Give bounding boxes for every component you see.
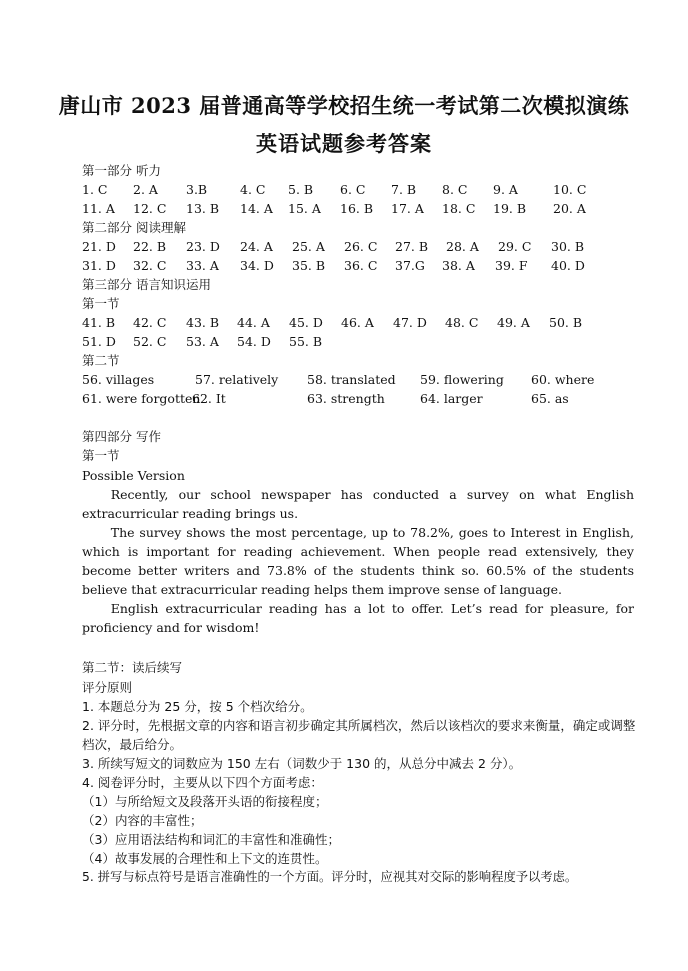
answer-item: 61. were forgotten xyxy=(82,391,201,406)
answer-item: 1. C xyxy=(82,182,108,197)
answer-item: 44. A xyxy=(237,315,270,330)
answer-item: 28. A xyxy=(446,239,479,254)
answer-item: 19. B xyxy=(493,201,527,216)
essay-paragraph-1: Recently, our school newspaper has conducted a survey on what English extracurricular reading brings us. xyxy=(82,487,634,521)
answer-item: 33. A xyxy=(186,258,219,273)
part4-section1-heading: 第一节 xyxy=(82,448,120,463)
answer-item: 17. A xyxy=(391,201,424,216)
answer-item: 48. C xyxy=(445,315,479,330)
answer-item: 31. D xyxy=(82,258,116,273)
answer-item: 63. strength xyxy=(307,391,385,406)
part2-heading: 第二部分 阅读理解 xyxy=(82,220,186,235)
answer-item: 14. A xyxy=(240,201,273,216)
answer-item: 37.G xyxy=(395,258,425,273)
answer-item: 59. flowering xyxy=(420,372,504,387)
answer-item: 56. villages xyxy=(82,372,155,387)
answer-item: 22. B xyxy=(133,239,167,254)
answer-item: 45. D xyxy=(289,315,323,330)
scoring-item: （3）应用语法结构和词汇的丰富性和准确性； xyxy=(82,832,340,847)
part4-section2-heading: 第二节：读后续写 xyxy=(82,660,183,675)
answer-item: 24. A xyxy=(240,239,273,254)
answer-item: 57. relatively xyxy=(195,372,279,387)
answer-item: 54. D xyxy=(237,334,271,349)
scoring-item: （4）故事发展的合理性和上下文的连贯性。 xyxy=(82,851,328,866)
answer-item: 29. C xyxy=(498,239,532,254)
answer-item: 65. as xyxy=(531,391,569,406)
answer-item: 39. F xyxy=(495,258,528,273)
answer-item: 36. C xyxy=(344,258,378,273)
answer-item: 5. B xyxy=(288,182,314,197)
scoring-item: 5. 拼写与标点符号是语言准确性的一个方面。评分时，应视其对交际的影响程度予以考虑。 xyxy=(82,870,578,884)
part3-heading: 第三部分 语言知识运用 xyxy=(82,277,211,292)
scoring-item: 4. 阅卷评分时，主要从以下四个方面考虑： xyxy=(82,775,323,790)
answer-item: 49. A xyxy=(497,315,530,330)
scoring-item: （2）内容的丰富性； xyxy=(82,813,203,828)
answer-item: 43. B xyxy=(186,315,220,330)
essay-paragraph-3: English extracurricular reading has a lot to offer. Let’s read for pleasure, for proficiency and for wisdom! xyxy=(82,601,634,635)
answer-item: 50. B xyxy=(549,315,583,330)
document-subtitle: 英语试题参考答案 xyxy=(256,131,432,156)
answer-item: 26. C xyxy=(344,239,378,254)
answer-item: 55. B xyxy=(289,334,323,349)
answer-item: 8. C xyxy=(442,182,468,197)
answer-item: 7. B xyxy=(391,182,417,197)
scoring-item: （1）与所给短文及段落开头语的衔接程度； xyxy=(82,794,328,809)
answer-item: 9. A xyxy=(493,182,518,197)
answer-item: 3.B xyxy=(186,182,208,197)
answer-item: 15. A xyxy=(288,201,321,216)
answer-item: 42. C xyxy=(133,315,167,330)
scoring-principles-heading: 评分原则 xyxy=(82,680,133,695)
part4-heading: 第四部分 写作 xyxy=(82,429,161,444)
answer-item: 62. It xyxy=(192,391,226,406)
scoring-item: 3. 所续写短文的词数应为 150 左右（词数少于 130 的，从总分中减去 2 分）。 xyxy=(82,756,522,771)
answer-item: 12. C xyxy=(133,201,167,216)
answer-item: 21. D xyxy=(82,239,116,254)
answer-item: 23. D xyxy=(186,239,220,254)
answer-item: 4. C xyxy=(240,182,266,197)
answer-item: 2. A xyxy=(133,182,158,197)
answer-item: 51. D xyxy=(82,334,116,349)
answer-item: 16. B xyxy=(340,201,374,216)
answer-item: 38. A xyxy=(442,258,475,273)
answer-item: 52. C xyxy=(133,334,167,349)
answer-item: 60. where xyxy=(531,372,595,387)
answer-item: 58. translated xyxy=(307,372,396,387)
essay-paragraph-2: The survey shows the most percentage, up to 78.2%, goes to Interest in English, which is important for reading achievement. When people read extensively, they become better writers and 73.8% of the students think so. 60.5% of the students believe that extracurricular reading helps them improve sense of language. xyxy=(82,525,634,597)
answer-item: 11. A xyxy=(82,201,115,216)
answer-item: 40. D xyxy=(551,258,585,273)
answer-item: 53. A xyxy=(186,334,219,349)
answer-item: 25. A xyxy=(292,239,325,254)
answer-item: 13. B xyxy=(186,201,220,216)
answer-item: 20. A xyxy=(553,201,586,216)
part1-heading: 第一部分 听力 xyxy=(82,163,161,178)
scoring-item: 2. 评分时，先根据文章的内容和语言初步确定其所属档次，然后以该档次的要求来衡量，确定或调整档次，最后给分。 xyxy=(82,718,636,752)
answer-item: 18. C xyxy=(442,201,476,216)
part3-section2-heading: 第二节 xyxy=(82,353,120,368)
answer-item: 30. B xyxy=(551,239,585,254)
answer-item: 41. B xyxy=(82,315,116,330)
answer-item: 46. A xyxy=(341,315,374,330)
scoring-item: 1. 本题总分为 25 分，按 5 个档次给分。 xyxy=(82,699,313,714)
answer-item: 35. B xyxy=(292,258,326,273)
answer-item: 27. B xyxy=(395,239,429,254)
answer-item: 32. C xyxy=(133,258,167,273)
answer-item: 64. larger xyxy=(420,391,483,406)
document-title: 唐山市 2023 届普通高等学校招生统一考试第二次模拟演练 xyxy=(58,93,630,118)
possible-version-label: Possible Version xyxy=(82,468,185,483)
part3-section1-heading: 第一节 xyxy=(82,296,120,311)
answer-item: 10. C xyxy=(553,182,587,197)
answer-item: 34. D xyxy=(240,258,274,273)
answer-item: 47. D xyxy=(393,315,427,330)
answer-item: 6. C xyxy=(340,182,366,197)
